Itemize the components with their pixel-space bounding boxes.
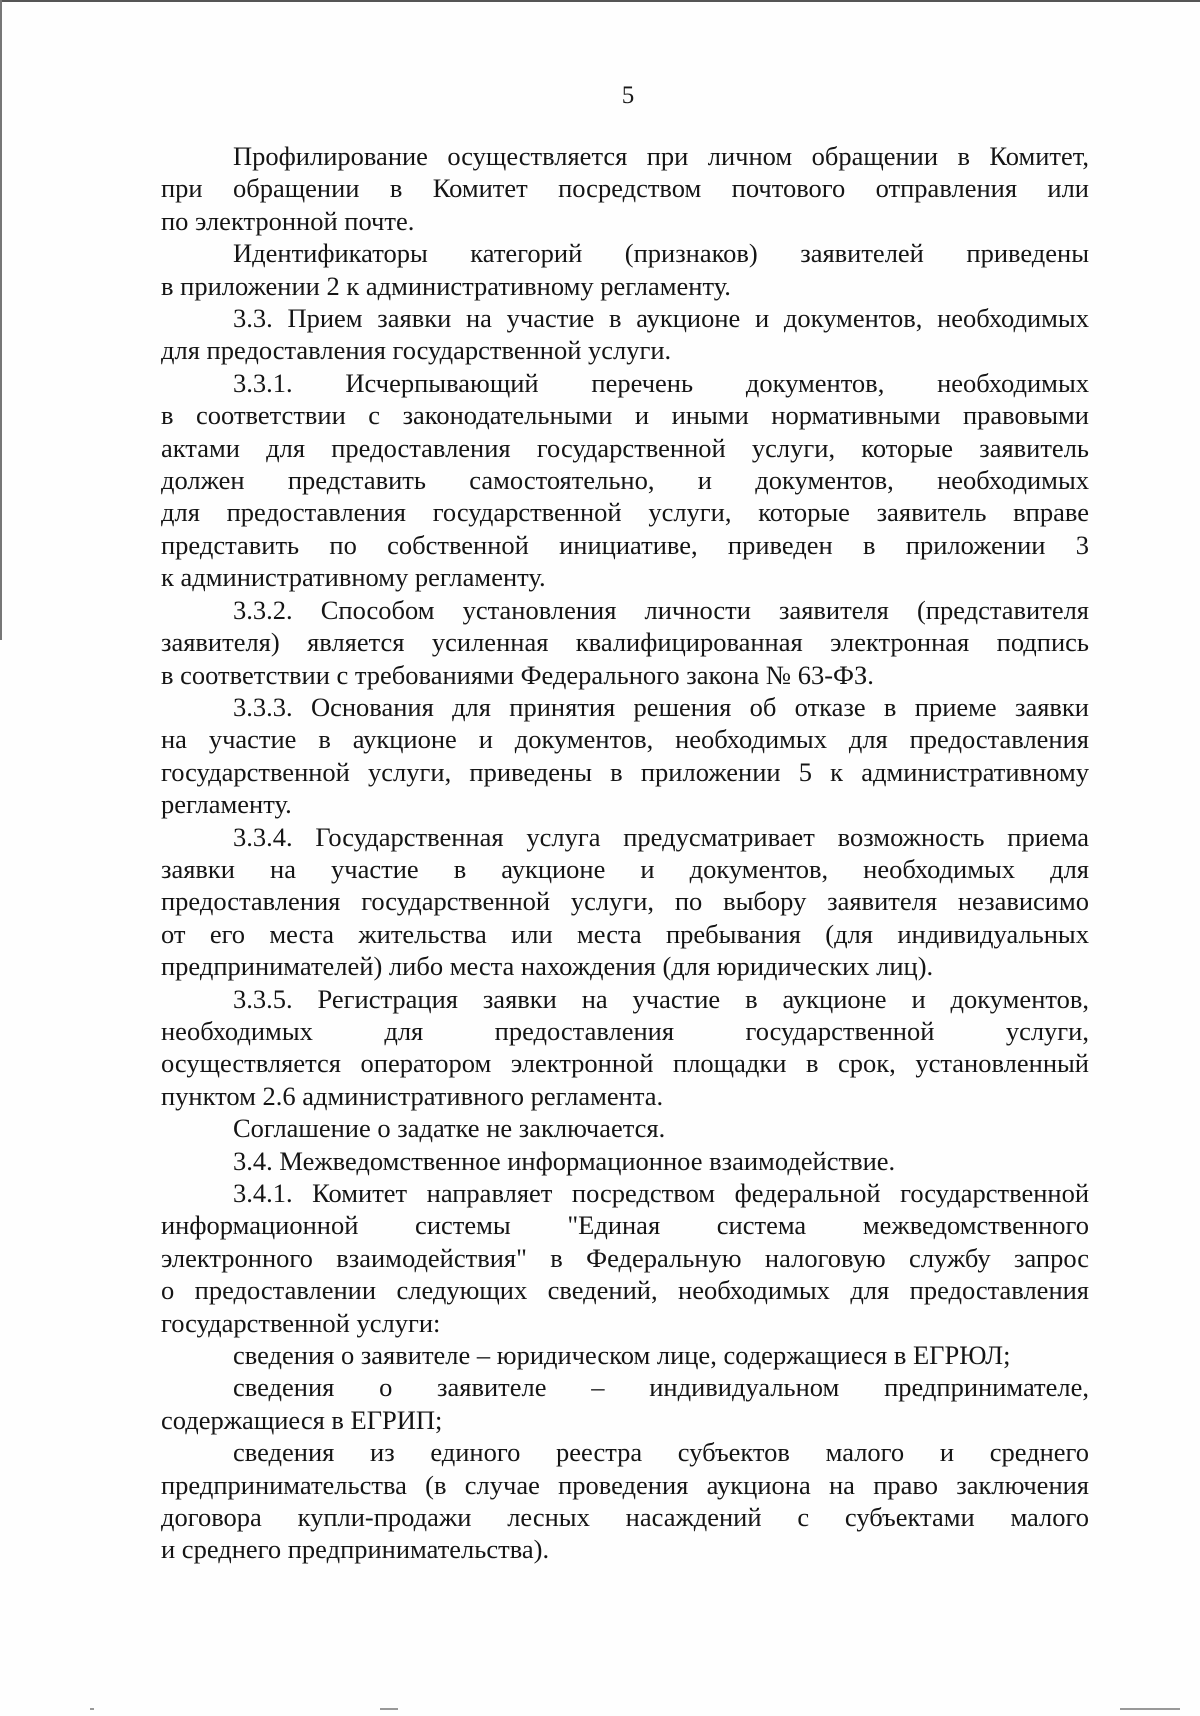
text-line: предоставления государственной услуги, по выбору заявителя независимо: [161, 886, 1089, 917]
text-line: 3.3.2. Способом установления личности заявителя (представителя: [233, 594, 1089, 625]
text-line: 3.3.1. Исчерпывающий перечень документов, необходимых: [233, 367, 1089, 398]
text-line: 3.4. Межведомственное информационное взаимодействие.: [233, 1145, 896, 1176]
text-line: Идентификаторы категорий (признаков) заявителей приведены: [233, 238, 1089, 269]
paragraph: [161, 691, 1089, 821]
paragraph: [161, 367, 1089, 594]
text-line: о предоставлении следующих сведений, необходимых для предоставления: [161, 1275, 1089, 1306]
paragraph: [161, 821, 1089, 983]
text-line: информационной системы "Единая система межведомственного: [161, 1210, 1089, 1241]
paragraph: [161, 1339, 1089, 1371]
text-line: 3.3.4. Государственная услуга предусматривает возможность приема: [233, 821, 1089, 852]
text-line: 3.3. Прием заявки на участие в аукционе и документов, необходимых: [233, 303, 1089, 334]
text-line: государственной услуги:: [161, 1307, 441, 1338]
paragraph: [161, 140, 1089, 237]
page-number: 5: [621, 82, 635, 109]
text-line: 3.4.1. Комитет направляет посредством федеральной государственной: [233, 1178, 1089, 1208]
text-line: необходимых для предоставления государственной услуги,: [161, 1015, 1089, 1046]
text-line: и среднего предпринимательства).: [161, 1534, 550, 1565]
text-line: сведения из единого реестра субъектов малого и среднего: [233, 1437, 1089, 1468]
document-body: [161, 140, 1089, 1566]
paragraph: [161, 594, 1089, 691]
paragraph: [161, 1112, 1089, 1144]
text-line: на участие в аукционе и документов, необходимых для предоставления: [161, 724, 1089, 755]
scan-speck: [1120, 1708, 1180, 1710]
text-line: сведения о заявителе – юридическом лице, содержащиеся в ЕГРЮЛ;: [233, 1340, 1011, 1371]
paragraph: [161, 1145, 1089, 1177]
text-line: электронного взаимодействия" в Федеральную налоговую службу запрос: [161, 1242, 1089, 1273]
scan-speck: [90, 1708, 94, 1710]
text-line: пунктом 2.6 административного регламента.: [161, 1080, 664, 1111]
text-line: в соответствии с требованиями Федерального закона № 63-ФЗ.: [161, 659, 874, 690]
text-line: договора купли-продажи лесных насаждений с субъектами малого: [161, 1502, 1089, 1533]
text-line: Профилирование осуществляется при личном обращении в Комитет,: [233, 141, 1089, 171]
paragraph: [161, 983, 1089, 1113]
text-line: Соглашение о задатке не заключается.: [233, 1113, 666, 1144]
text-line: в приложении 2 к административному регламенту.: [161, 270, 731, 301]
text-line: к административному регламенту.: [161, 562, 546, 593]
text-line: в соответствии с законодательными и иными нормативными правовыми: [161, 400, 1089, 431]
text-line: актами для предоставления государственной услуги, которые заявитель: [161, 432, 1089, 463]
text-line: заявителя) является усиленная квалифицированная электронная подпись: [161, 627, 1089, 658]
paragraph: [161, 302, 1089, 367]
text-line: от его места жительства или места пребывания (для индивидуальных: [161, 918, 1089, 949]
text-line: при обращении в Комитет посредством почтового отправления или: [161, 173, 1089, 204]
text-line: осуществляется оператором электронной площадки в срок, установленный: [161, 1048, 1089, 1079]
scan-speck: [380, 1708, 398, 1710]
text-line: 3.3.5. Регистрация заявки на участие в аукционе и документов,: [233, 983, 1089, 1014]
text-line: для предоставления государственной услуги.: [161, 335, 672, 366]
text-line: 3.3.3. Основания для принятия решения об отказе в приеме заявки: [233, 691, 1089, 722]
text-line: сведения о заявителе – индивидуальном предпринимателе,: [233, 1372, 1089, 1403]
paragraph: [161, 1436, 1089, 1566]
paragraph: [161, 1177, 1089, 1339]
paragraph: [161, 237, 1089, 302]
text-line: по электронной почте.: [161, 205, 415, 236]
text-line: предпринимательства (в случае проведения аукциона на право заключения: [161, 1469, 1089, 1500]
text-line: регламенту.: [161, 789, 292, 820]
text-line: должен представить самостоятельно, и документов, необходимых: [161, 465, 1089, 496]
paragraph: [161, 1371, 1089, 1436]
text-line: представить по собственной инициативе, приведен в приложении 3: [161, 529, 1089, 560]
text-line: заявки на участие в аукционе и документов, необходимых для: [161, 853, 1089, 884]
text-line: предпринимателей) либо места нахождения (для юридических лиц).: [161, 951, 934, 982]
text-line: для предоставления государственной услуги, которые заявитель вправе: [161, 497, 1089, 528]
text-line: содержащиеся в ЕГРИП;: [161, 1404, 443, 1435]
scan-edge-top: [0, 0, 1200, 2]
text-line: государственной услуги, приведены в приложении 5 к административному: [161, 756, 1089, 787]
